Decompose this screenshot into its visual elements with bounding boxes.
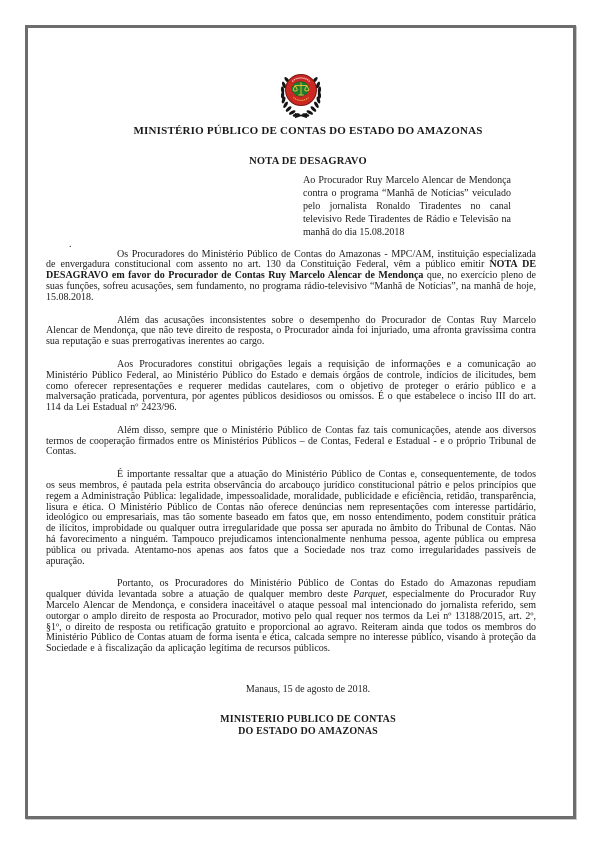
text-segment: Portanto, os Procuradores do Ministério Público de Contas do Estado do Amazonas repudiam qualquer dúvida levantada sobre a atuação de qualquer membro deste [46,578,536,601]
text-segment: Parquet [353,589,386,601]
stray-period: . [69,238,72,250]
body-paragraph [46,316,536,348]
org-title: MINISTÉRIO PÚBLICO DE CONTAS DO ESTADO DO AMAZONAS [133,125,483,137]
text-segment: É importante ressaltar que a atuação do Ministério Público de Contas e, consequentemente, de todos os seus membros, é pautada pela estrita observância do arcabouço jurídico constitucional pátrio e pelos princípios que regem a Administração Pública: legalidade, impessoalidade, moralidade, publicidade e eficiência, retidão, transparência, lisura e ética. O Ministério Público de Contas não oferece denúncias nem representações com interesse partidário, ideológico ou empresariais, mas tão somente baseado em fatos que, em nosso entendimento, podem constituir prática de ilícitos, improbidade ou qualquer outra irregularidade que possa ser apurada no âmbito do Tribunal de Contas. Não há favorecimento a ninguém. Tampouco prejudicamos intencionalmente nenhuma pessoa, agente pública ou empresa pública ou privada. Atentamo-nos apenas aos fatos que a Sociedade nos traz como irregularidades passíveis de apuração. [46,469,536,567]
body-paragraph [46,426,536,458]
signature-org-line1: MINISTERIO PUBLICO DE CONTAS [220,713,396,725]
text-segment: Os Procuradores do Ministério Público de Contas do Amazonas - MPC/AM, instituição especializada de envergadura constitucional com assento no art. 130 da Constituição Federal, vêm a público emitir [46,248,536,271]
document-content [46,68,536,738]
mpc-am-emblem-icon [272,68,330,122]
body-paragraph [46,360,536,414]
text-segment: Além das acusações inconsistentes sobre o desempenho do Procurador de Contas Ruy Marcelo Alencar de Mendonça, que não teve direito de resposta, o Procurador ainda foi injuriado, uma afronta gravíssima contra sua reputação e suas prerrogativas inerentes ao cargo. [46,314,536,348]
paragraphs [46,250,536,656]
body-paragraph [46,470,536,567]
org-emblem [56,68,546,122]
text-segment: NOTA DE DESAGRAVO em favor do Procurador de Contas Ruy Marcelo Alencar de Mendonça [46,259,537,282]
text-segment: Além disso, sempre que o Ministério Público de Contas faz tais comunicações, atende aos diversos termos de cooperação firmados entre os Ministérios Públicos – de Contas, Federal e Estadual - e o próprio Tribunal de Contas. [46,424,536,458]
body-paragraph [46,250,536,304]
epigraph: Ao Procurador Ruy Marcelo Alencar de Mendonça contra o programa “Manhã de Notícias” veiculado pelo jornalista Ronaldo Tiradentes no canal televisivo Rede Tiradentes de Rádio e Televisão na manhã do dia 15.08.2018 [303,175,511,238]
doc-title: NOTA DE DESAGRAVO [249,156,367,167]
body-paragraph [46,579,536,655]
text-segment: , especialmente do Procurador Ruy Marcelo Alencar de Mendonça, e considera inaceitável o ataque pessoal mal intencionado do jornalista referido, sem outorgar o amplo direito de resposta ao Procurador, motivo pelo qual requer nos termos da Lei nº 13188/2015, art. 2º, §1º, o direito de resposta ou retificação gratuito e proporcional ao agravo. Reiteram ainda que todos os membros do Ministério Público de Contas atuam de forma isenta e ética, calcada sempre no interesse público, visando à proteção da Sociedade e à fiscalização da aplicação legítima de recursos públicos. [46,589,536,655]
signature-block [46,714,536,738]
text-segment: que, no exercício pleno de suas funções, sofreu acusações, sem fundamento, no programa rádio-televisivo “Manhã de Notícias”, na manhã de hoje, 15.08.2018. [46,270,536,303]
text-segment: Aos Procuradores constitui obrigações legais a requisição de informações e a comunicação ao Ministério Público Federal, ao Ministério Público do Estado e demais órgãos de controle, indícios de ilicitudes, bem como oferecer representações e requerer medidas cautelares, com o objetivo de proteger o erário público e a malversação praticada, porventura, por agentes públicos desidiosos ou omissos. É o que estabelece o inciso III do art. 114 da Lei Estadual nº 2423/96. [46,358,536,414]
place-date-line: Manaus, 15 de agosto de 2018. [245,684,371,696]
signature-org-line2: DO ESTADO DO AMAZONAS [238,725,378,737]
